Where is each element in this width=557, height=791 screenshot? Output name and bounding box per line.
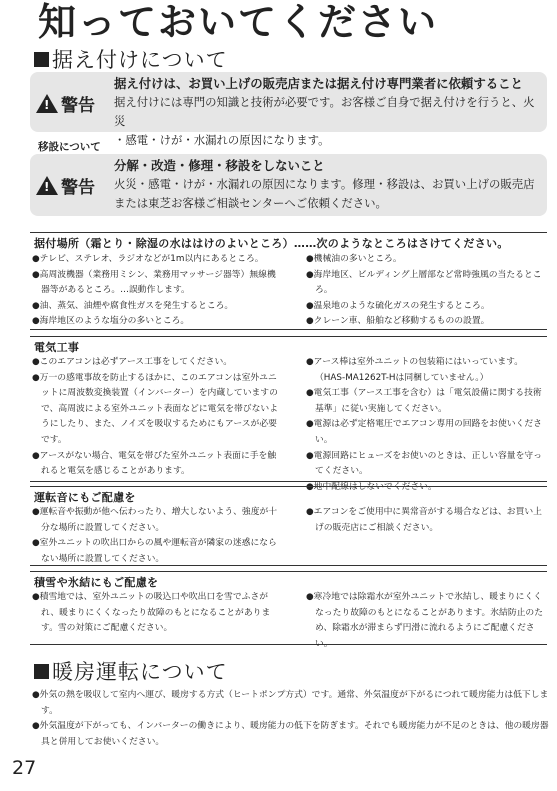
list-item: ●アース棒は室外ユニットの包装箱にはいっています。（HAS-MA1262T-Hは同梱していません。） <box>306 357 524 383</box>
electrical-right-list <box>306 355 546 495</box>
warning-triangle-icon <box>36 94 58 113</box>
square-bullet-icon <box>34 52 49 67</box>
relocation-label: 移設について <box>38 141 101 153</box>
list-item: ●機械油の多いところ。 <box>306 254 402 264</box>
relocation-warning-text: 分解・改造・修理・移設をしないこと 火災・感電・けが・水漏れの原因になります。修理・移設は、お買い上げの販売店 または東芝お客様ご相談センターへご依頼ください。 <box>114 156 539 213</box>
noise-right-list <box>306 505 546 536</box>
snow-title: 積雪や氷結にもご配慮を <box>34 576 159 589</box>
electrical-left-list <box>32 355 282 480</box>
list-item: ●油、蒸気、油煙や腐食性ガスを発生するところ。 <box>32 300 234 311</box>
electrical-section <box>30 336 547 492</box>
list-item: ●室外ユニットの吹出口からの風や運転音が隣家の迷惑にならない場所に設置してください。 <box>32 538 277 564</box>
heating-list <box>32 688 550 750</box>
list-item: ●地中配線はしないでください。 <box>306 481 437 492</box>
noise-section <box>30 486 547 566</box>
location-right-list <box>306 252 546 330</box>
list-item: ●電気工事（アース工事を含む）は「電気設備に関する技術基準」に従い実施してください。 <box>306 388 542 414</box>
square-bullet-icon <box>34 664 49 679</box>
installation-warning-text: 据え付けは、お買い上げの販売店または据え付け専門業者に依頼すること 据え付けには専門の知識と技術が必要です。お客様ご自身で据え付けを行うと、火災 ・感電・けが・水漏れの原因になります。 <box>114 74 539 150</box>
page-title: 知っておいてください <box>38 0 439 44</box>
snow-section <box>30 571 547 649</box>
location-left-list <box>32 252 282 330</box>
list-item: ●運転音や振動が他へ伝わったり、増大しないよう、強度が十分な場所に設置してください。 <box>32 507 278 533</box>
list-item: ●クレーン車、船舶など移動するものの設置。 <box>306 316 490 327</box>
location-section <box>30 232 547 330</box>
warning-label: ! 警告 <box>36 173 106 198</box>
list-item: ●寒冷地では除霜水が室外ユニットで氷結し、暖まりにくくなったり故障のもとになることがあります。氷結防止のため、除霜水が滞まらず円滑に流れるようにご配慮ください。 <box>306 592 544 649</box>
noise-title: 運転音にもご配慮を <box>34 491 136 504</box>
list-item: ●高周波機器（業務用ミシン、業務用マッサージ器等）無線機器等があるところ。…誤動作します。 <box>32 269 276 296</box>
relocation-warning-box <box>30 154 547 216</box>
list-item: ●万一の感電事故を防止するほかに、このエアコンは室外ユニットに周波数変換装置（インバーター）を内蔵していますので、高周波による室外ユニット表面などに電気を帯びないようにしたり、また、ノイズを吸収するためにもアースが必要です。 <box>32 372 278 445</box>
list-item: ●温泉地のような硫化ガスの発生するところ。 <box>306 300 490 311</box>
list-item: ●海岸地区、ビルディング上層部など常時強風の当たるところ。 <box>306 269 542 296</box>
list-item: ●エアコンをご使用中に異常音がする場合などは、お買い上げの販売店にご相談ください。 <box>306 507 542 533</box>
heating-heading: 暖房運転について <box>34 660 228 684</box>
list-item: ●アースがない場合、電気を帯びた室外ユニット表面に手を触れると電気を感じることがあります。 <box>32 450 277 477</box>
snow-left-list <box>32 590 282 637</box>
list-item: ●外気温度が下がっても、インバーターの働きにより、暖房能力の低下を防ぎます。それでも暖房能力が不足のときは、他の暖房器具と併用してお使いください。 <box>32 721 549 747</box>
list-item: ●積雪地では、室外ユニットの吸込口や吹出口を雪でふさがれ、暖まりにくくなったり故障のもとになることがあります。雪の対策にご配慮ください。 <box>32 592 271 634</box>
warning-label: ! 警告 <box>36 91 106 116</box>
list-item: ●電源は必ず定格電圧でエアコン専用の回路をお使いください。 <box>306 419 542 445</box>
installation-heading: 据え付けについて <box>34 48 228 72</box>
warning-bold-text: 分解・改造・修理・移設をしないこと <box>114 158 325 173</box>
list-item: ●海岸地区のような塩分の多いところ。 <box>32 316 190 327</box>
warning-triangle-icon <box>36 176 58 195</box>
list-item: ●このエアコンは必ずアース工事をしてください。 <box>32 357 233 367</box>
snow-right-list <box>306 590 546 652</box>
electrical-title: 電気工事 <box>34 341 80 354</box>
warning-bold-text: 据え付けは、お買い上げの販売店または据え付け専門業者に依頼すること <box>114 76 523 91</box>
location-title: 据付場所（霜とり・除湿の水ははけのよいところ）……次のようなところはさけてください。 <box>34 237 509 250</box>
list-item: ●電源回路にヒューズをお使いのときは、正しい容量を守ってください。 <box>306 450 542 477</box>
noise-left-list <box>32 505 282 567</box>
list-item: ●テレビ、ステレオ、ラジオなどが1m以内にあるところ。 <box>32 254 264 264</box>
list-item: ●外気の熱を吸収して室内へ運び、暖房する方式（ヒートポンプ方式）です。通常、外気温度が下がるにつれて暖房能力は低下します。 <box>32 690 549 716</box>
page-number: 27 <box>12 757 37 779</box>
